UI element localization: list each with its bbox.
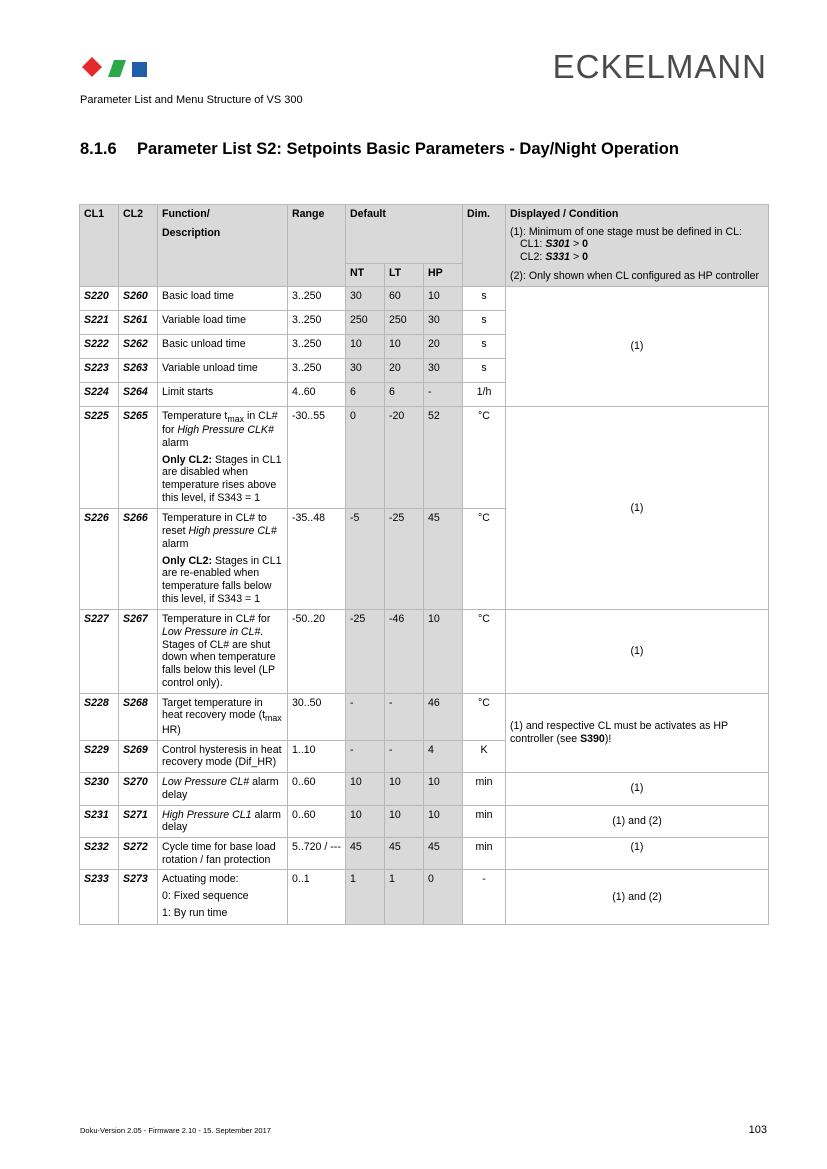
section-heading [80, 140, 679, 159]
default-nt: 10 [346, 334, 385, 358]
default-nt: -25 [346, 610, 385, 693]
default-hp: 0 [424, 870, 463, 925]
cl1-param: S229 [80, 740, 119, 772]
dimension: min [463, 805, 506, 837]
cl1-param: S221 [80, 310, 119, 334]
cl1-param: S223 [80, 358, 119, 382]
default-nt: 30 [346, 286, 385, 310]
default-hp: 10 [424, 805, 463, 837]
table-row [80, 773, 769, 805]
logo-red-diamond [82, 57, 102, 77]
condition-cell: (1) and respective CL must be activates as HP controller (see S390)! [506, 693, 769, 773]
default-lt: 45 [385, 837, 424, 869]
default-hp: 52 [424, 406, 463, 509]
default-nt: 1 [346, 870, 385, 925]
range-value: -30..55 [288, 406, 346, 509]
default-lt: 1 [385, 870, 424, 925]
document-subtitle: Parameter List and Menu Structure of VS 300 [80, 94, 303, 106]
cl2-param: S271 [119, 805, 158, 837]
page-number: 103 [748, 1124, 767, 1136]
cl2-param: S263 [119, 358, 158, 382]
brand-name: ECKELMANN [552, 48, 767, 85]
table-row [80, 693, 769, 740]
default-hp: 10 [424, 286, 463, 310]
default-hp: 10 [424, 610, 463, 693]
default-hp: 20 [424, 334, 463, 358]
function-description: Control hysteresis in heat recovery mode (Dif_HR) [158, 740, 288, 772]
function-description: Low Pressure CL# alarm delay [158, 773, 288, 805]
function-description: Variable unload time [158, 358, 288, 382]
cl1-param: S220 [80, 286, 119, 310]
dimension: °C [463, 693, 506, 740]
condition-cell: (1) [506, 610, 769, 693]
condition-cell: (1) [506, 837, 769, 869]
default-lt: - [385, 693, 424, 740]
dimension: min [463, 837, 506, 869]
cl2-param: S265 [119, 406, 158, 509]
function-description: Cycle time for base load rotation / fan protection [158, 837, 288, 869]
default-lt: 6 [385, 382, 424, 406]
cl1-param: S228 [80, 693, 119, 740]
function-description: Basic unload time [158, 334, 288, 358]
dimension: min [463, 773, 506, 805]
range-value: 0..1 [288, 870, 346, 925]
default-nt: 10 [346, 773, 385, 805]
cl2-param: S272 [119, 837, 158, 869]
dimension: 1/h [463, 382, 506, 406]
range-value: -50..20 [288, 610, 346, 693]
default-nt: 0 [346, 406, 385, 509]
condition-note-1: (1): Minimum of one stage must be defined in CL: CL1: S301 > 0 CL2: S331 > 0 [510, 225, 742, 264]
default-hp: 4 [424, 740, 463, 772]
dimension: s [463, 334, 506, 358]
default-hp: 30 [424, 310, 463, 334]
default-lt: 20 [385, 358, 424, 382]
cl1-param: S230 [80, 773, 119, 805]
range-value: -35..48 [288, 509, 346, 610]
default-nt: 250 [346, 310, 385, 334]
range-value: 3..250 [288, 358, 346, 382]
function-description: High Pressure CL1 alarm delay [158, 805, 288, 837]
cl1-param: S225 [80, 406, 119, 509]
logo-blue-square [132, 62, 147, 77]
logo-green-parallelogram [108, 60, 126, 77]
default-lt: 250 [385, 310, 424, 334]
table-row [80, 406, 769, 509]
default-nt: 10 [346, 805, 385, 837]
cl1-param: S233 [80, 870, 119, 925]
default-lt: 60 [385, 286, 424, 310]
header-dim: Dim. [463, 205, 506, 287]
range-value: 3..250 [288, 334, 346, 358]
cl1-param: S231 [80, 805, 119, 837]
dimension: - [463, 870, 506, 925]
table-row [80, 837, 769, 869]
function-description: Actuating mode: 0: Fixed sequence 1: By run time [158, 870, 288, 925]
header-displayed-condition: Displayed / Condition (1): Minimum of one stage must be defined in CL: CL1: S301 > 0 CL2: S331 > 0 (2): Only shown when CL configured as HP controller [506, 205, 769, 287]
header-lt: LT [385, 264, 424, 287]
cl2-param: S262 [119, 334, 158, 358]
condition-cell: (1) [506, 406, 769, 610]
condition-note-2: (2): Only shown when CL configured as HP controller [510, 269, 760, 282]
range-value: 3..250 [288, 310, 346, 334]
condition-cell: (1) and (2) [506, 870, 769, 925]
default-lt: 10 [385, 334, 424, 358]
table-row [80, 805, 769, 837]
default-nt: - [346, 740, 385, 772]
section-title: Parameter List S2: Setpoints Basic Parameters - Day/Night Operation [137, 140, 679, 158]
cl2-param: S268 [119, 693, 158, 740]
default-hp: 10 [424, 773, 463, 805]
range-value: 0..60 [288, 805, 346, 837]
function-description: Variable load time [158, 310, 288, 334]
cl1-param: S226 [80, 509, 119, 610]
default-lt: -25 [385, 509, 424, 610]
header-hp: HP [424, 264, 463, 287]
function-description: Target temperature in heat recovery mode ($t_{max}$ HR) [158, 693, 288, 740]
function-description: Limit starts [158, 382, 288, 406]
header-function: Function/ Description [158, 205, 288, 287]
condition-cell: (1) and (2) [506, 805, 769, 837]
header-cl1: CL1 [80, 205, 119, 287]
range-value: 1..10 [288, 740, 346, 772]
default-nt: -5 [346, 509, 385, 610]
header-nt: NT [346, 264, 385, 287]
default-hp: 45 [424, 509, 463, 610]
footer-version: Doku-Version 2.05 - Firmware 2.10 - 15. September 2017 [80, 1126, 271, 1135]
table-row [80, 286, 769, 310]
section-number: 8.1.6 [80, 140, 117, 158]
default-hp: 30 [424, 358, 463, 382]
table-header-row [80, 205, 769, 264]
default-hp: 46 [424, 693, 463, 740]
table-row [80, 610, 769, 693]
cl1-param: S232 [80, 837, 119, 869]
dimension: °C [463, 406, 506, 509]
range-value: 0..60 [288, 773, 346, 805]
function-description: Temperature $t_{max}$ in CL# for High Pressure CLK# alarm Only CL2: Stages in CL1 are disabled when temperature rises above this level, if S343 = 1 [158, 406, 288, 509]
cl2-param: S264 [119, 382, 158, 406]
default-lt: -20 [385, 406, 424, 509]
dimension: K [463, 740, 506, 772]
dimension: s [463, 310, 506, 334]
default-lt: - [385, 740, 424, 772]
dimension: s [463, 286, 506, 310]
cl1-param: S222 [80, 334, 119, 358]
cl1-param: S227 [80, 610, 119, 693]
default-lt: 10 [385, 773, 424, 805]
default-lt: 10 [385, 805, 424, 837]
parameter-table [79, 204, 769, 925]
cl2-param: S269 [119, 740, 158, 772]
header-cl2: CL2 [119, 205, 158, 287]
default-nt: 30 [346, 358, 385, 382]
cl2-param: S266 [119, 509, 158, 610]
dimension: °C [463, 610, 506, 693]
cl2-param: S273 [119, 870, 158, 925]
default-hp: 45 [424, 837, 463, 869]
condition-cell: (1) [506, 773, 769, 805]
header-default: Default [346, 205, 463, 264]
range-value: 3..250 [288, 286, 346, 310]
condition-cell: (1) [506, 286, 769, 406]
range-value: 4..60 [288, 382, 346, 406]
cl2-param: S261 [119, 310, 158, 334]
function-description: Temperature in CL# to reset High pressure CL# alarm Only CL2: Stages in CL1 are re-enabled when temperature falls below this level, if S343 = 1 [158, 509, 288, 610]
cl2-param: S260 [119, 286, 158, 310]
cl2-param: S267 [119, 610, 158, 693]
function-description: Basic load time [158, 286, 288, 310]
dimension: °C [463, 509, 506, 610]
default-hp: - [424, 382, 463, 406]
header-range: Range [288, 205, 346, 287]
default-lt: -46 [385, 610, 424, 693]
range-value: 30..50 [288, 693, 346, 740]
eckelmann-logo [80, 55, 150, 79]
range-value: 5..720 / --- [288, 837, 346, 869]
default-nt: - [346, 693, 385, 740]
default-nt: 6 [346, 382, 385, 406]
cl2-param: S270 [119, 773, 158, 805]
table-row [80, 870, 769, 925]
default-nt: 45 [346, 837, 385, 869]
dimension: s [463, 358, 506, 382]
function-description: Temperature in CL# for Low Pressure in CL#. Stages of CL# are shut down when temperature falls below this level (LP control only). [158, 610, 288, 693]
cl1-param: S224 [80, 382, 119, 406]
